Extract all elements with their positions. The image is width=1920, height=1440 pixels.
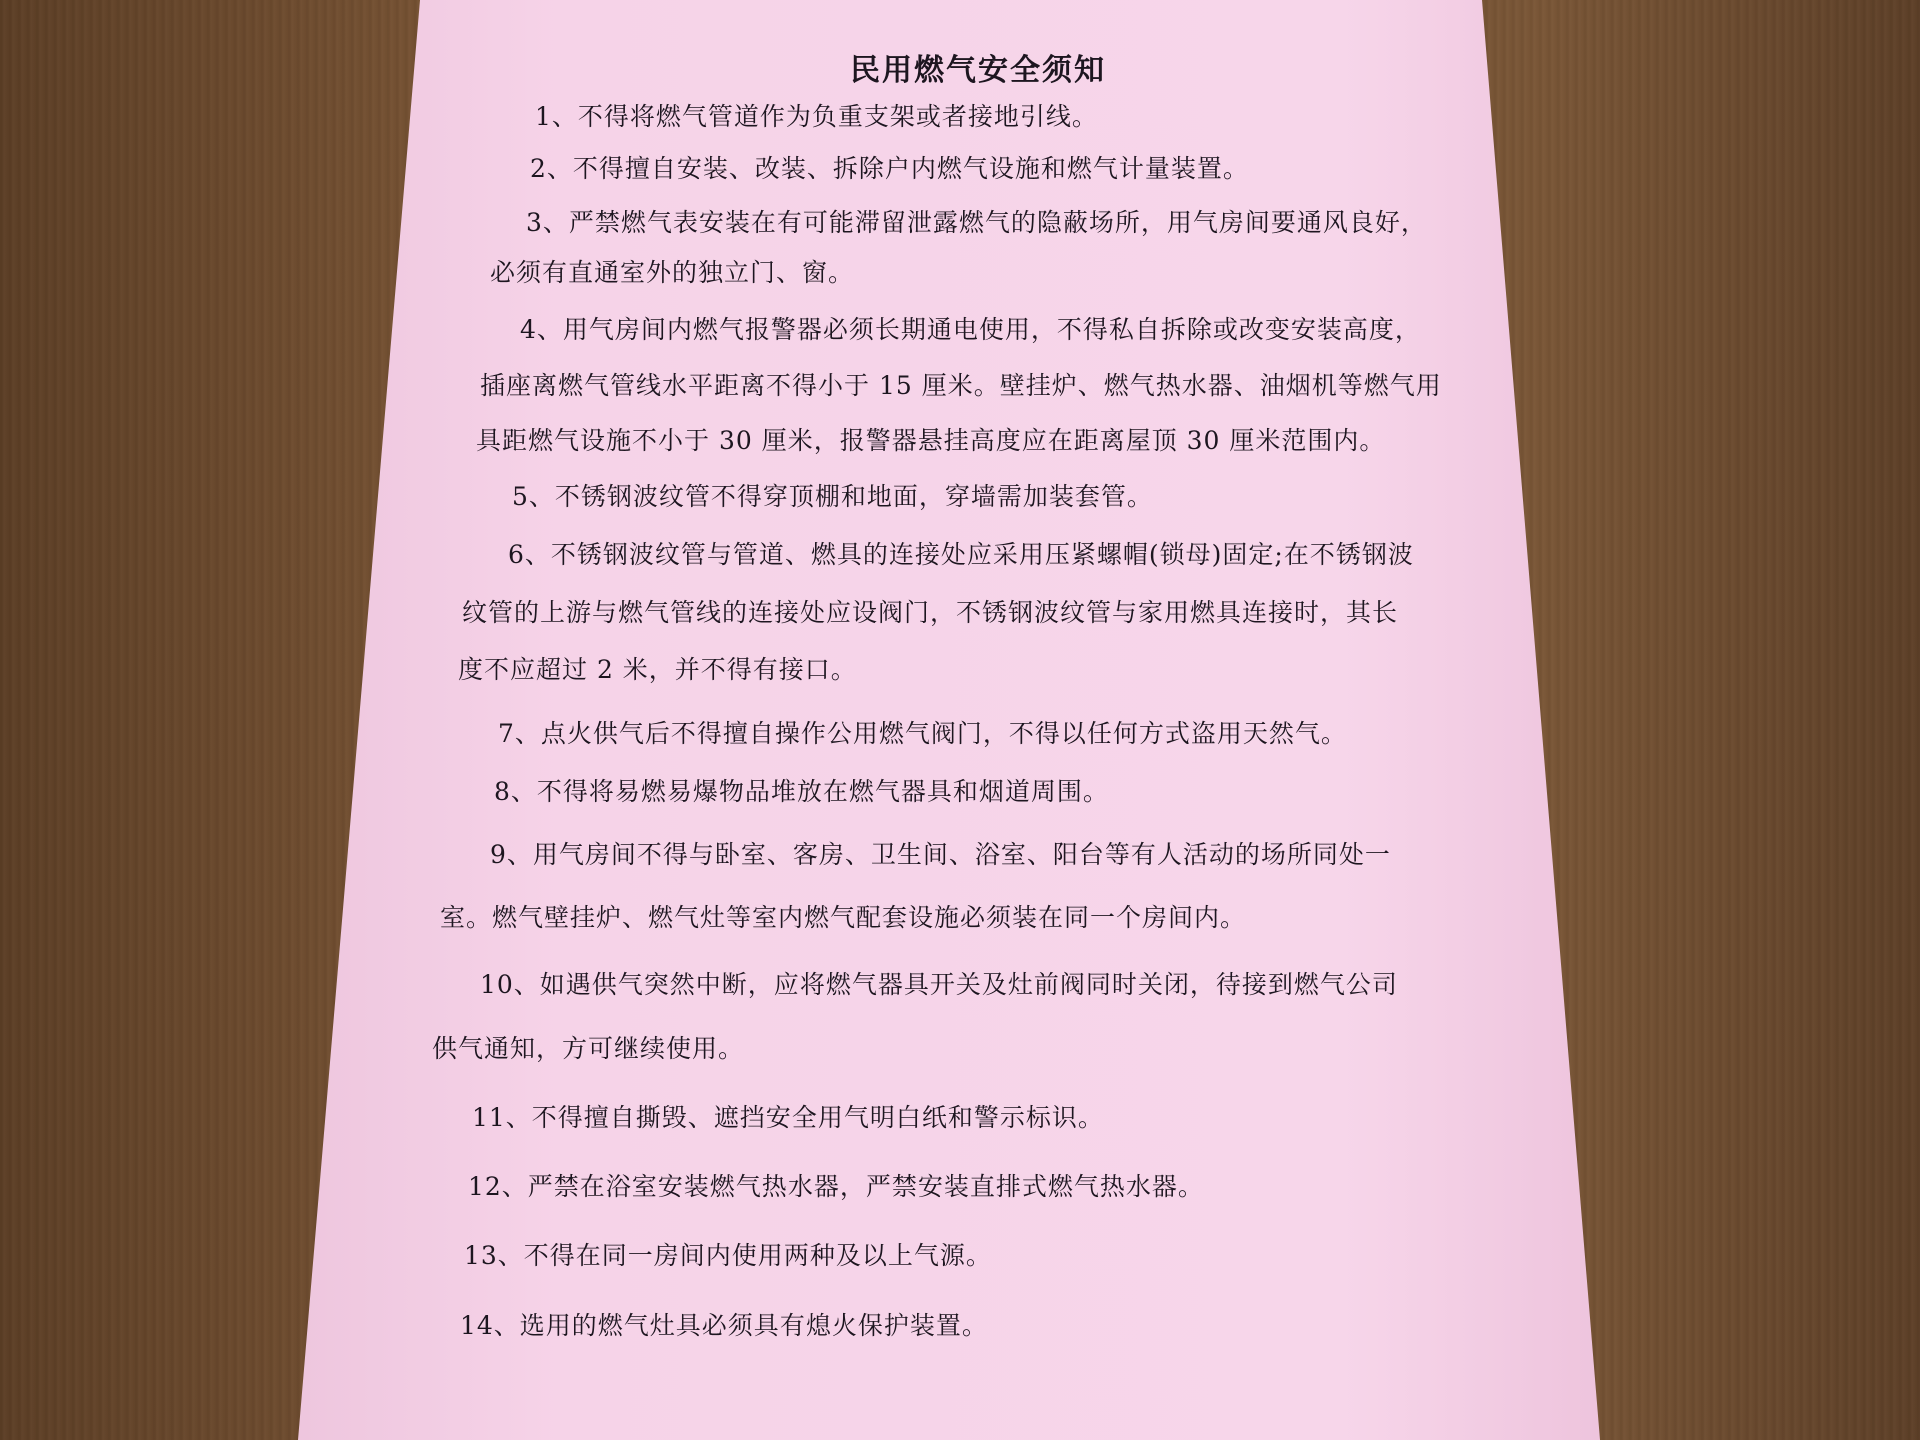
document-title: 民用燃气安全须知: [850, 53, 1106, 88]
rule-line-4a: 4、用气房间内燃气报警器必须长期通电使用，不得私自拆除或改变安装高度，: [520, 315, 1421, 344]
rule-line-6a: 6、不锈钢波纹管与管道、燃具的连接处应采用压紧螺帽(锁母)固定;在不锈钢波: [508, 540, 1414, 569]
rule-line-11: 11、不得擅自撕毁、遮挡安全用气明白纸和警示标识。: [472, 1103, 1104, 1132]
rule-line-2: 2、不得擅自安装、改装、拆除户内燃气设施和燃气计量装置。: [530, 154, 1249, 183]
rule-line-14: 14、选用的燃气灶具必须具有熄火保护装置。: [460, 1311, 988, 1340]
rule-line-4b: 插座离燃气管线水平距离不得小于 15 厘米。壁挂炉、燃气热水器、油烟机等燃气用: [480, 371, 1442, 400]
rule-line-6b: 纹管的上游与燃气管线的连接处应设阀门，不锈钢波纹管与家用燃具连接时，其长: [462, 598, 1399, 627]
rule-line-1: 1、不得将燃气管道作为负重支架或者接地引线。: [535, 102, 1098, 131]
rule-line-9a: 9、用气房间不得与卧室、客房、卫生间、浴室、阳台等有人活动的场所同处一: [490, 840, 1391, 869]
rule-line-13: 13、不得在同一房间内使用两种及以上气源。: [464, 1241, 992, 1270]
rule-line-10b: 供气通知，方可继续使用。: [432, 1034, 745, 1063]
rule-line-10a: 10、如遇供气突然中断，应将燃气器具开关及灶前阀同时关闭，待接到燃气公司: [480, 970, 1398, 999]
rule-line-3b: 必须有直通室外的独立门、窗。: [490, 258, 855, 287]
rule-line-9b: 室。燃气壁挂炉、燃气灶等室内燃气配套设施必须装在同一个房间内。: [440, 903, 1247, 932]
rule-line-5: 5、不锈钢波纹管不得穿顶棚和地面，穿墙需加装套管。: [512, 482, 1153, 511]
rule-line-6c: 度不应超过 2 米，并不得有接口。: [458, 655, 857, 684]
rule-line-7: 7、点火供气后不得擅自操作公用燃气阀门，不得以任何方式盗用天然气。: [498, 719, 1347, 748]
rule-line-3a: 3、严禁燃气表安装在有可能滞留泄露燃气的隐蔽场所，用气房间要通风良好，: [526, 208, 1427, 237]
rule-line-12: 12、严禁在浴室安装燃气热水器，严禁安装直排式燃气热水器。: [468, 1172, 1204, 1201]
safety-notice-document: [330, 0, 1530, 1440]
rule-line-4c: 具距燃气设施不小于 30 厘米，报警器悬挂高度应在距离屋顶 30 厘米范围内。: [476, 426, 1386, 455]
rule-line-8: 8、不得将易燃易爆物品堆放在燃气器具和烟道周围。: [494, 777, 1109, 806]
